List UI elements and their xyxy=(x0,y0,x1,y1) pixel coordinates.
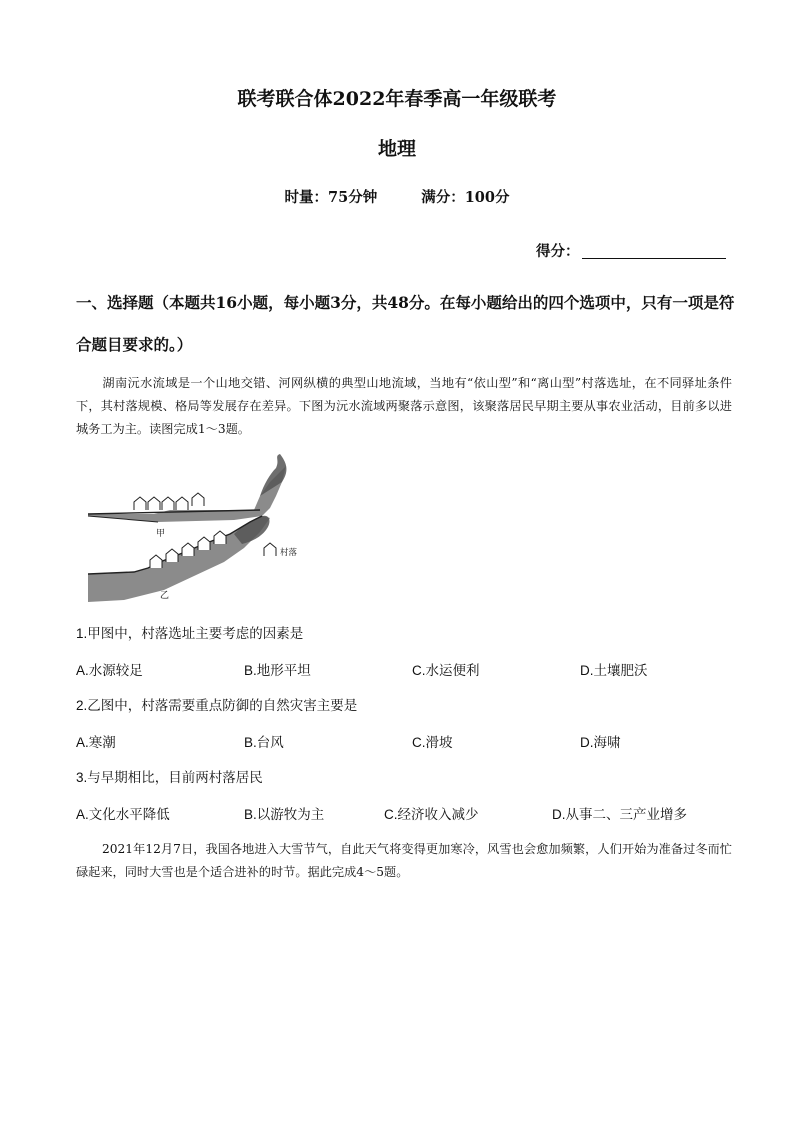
passage-1-text: 湖南沅水流域是一个山地交错、河网纵横的典型山地流域，当地有“依山型”和“离山型”村落选址，在不同驿址条件下，其村落规模、格局等发展存在差异。下图为沅水流域两聚落示意图，该聚落居民早期主要从事农业活动，目前多以进城务工为主。读图完成1～3题。 xyxy=(76,376,732,436)
q1-option-b[interactable]: B.地形平坦 xyxy=(244,663,311,678)
legend-label: 村落 xyxy=(280,548,298,558)
score-blank[interactable] xyxy=(582,258,726,259)
q2-option-d[interactable]: D.海啸 xyxy=(580,735,621,750)
terrain-a xyxy=(88,454,286,522)
exam-title: 联考联合体2022年春季高一年级联考 xyxy=(237,88,557,110)
q2-option-c[interactable]: C.滑坡 xyxy=(412,735,453,750)
question-3-stem: 3.与早期相比，目前两村落居民 xyxy=(76,770,263,785)
score-label: 得分： xyxy=(536,243,580,260)
question-1-stem: 1.甲图中，村落选址主要考虑的因素是 xyxy=(76,626,304,641)
q3-option-d[interactable]: D.从事二、三产业增多 xyxy=(552,807,687,822)
q2-option-a[interactable]: A.寒潮 xyxy=(76,735,116,750)
exam-meta xyxy=(0,186,794,207)
subject-title: 地理 xyxy=(377,138,416,160)
passage-2 xyxy=(76,838,732,884)
figure-label-a: 甲 xyxy=(156,529,166,539)
q1-option-d[interactable]: D.土壤肥沃 xyxy=(580,663,648,678)
terrain-b xyxy=(88,516,270,602)
settlement-figure xyxy=(84,452,324,606)
houses-a xyxy=(134,493,204,510)
passage-1 xyxy=(76,372,732,441)
section-heading: 一、选择题（本题共16小题，每小题3分，共48分。在每小题给出的四个选项中，只有一项是符合题目要求的。） xyxy=(76,293,735,354)
q3-option-c[interactable]: C.经济收入减少 xyxy=(384,807,479,822)
question-2-stem: 2.乙图中，村落需要重点防御的自然灾害主要是 xyxy=(76,698,358,713)
q3-option-a[interactable]: A.文化水平降低 xyxy=(76,807,170,822)
q3-option-b[interactable]: B.以游牧为主 xyxy=(244,807,325,822)
house-icon xyxy=(264,543,276,556)
full-score-label: 满分：100分 xyxy=(421,189,510,206)
q1-option-a[interactable]: A.水源较足 xyxy=(76,663,143,678)
q1-option-c[interactable]: C.水运便利 xyxy=(412,663,480,678)
passage-2-text: 2021年12月7日，我国各地进入大雪节气，自此天气将变得更加寒冷，风雪也会愈加频繁，人们开始为准备过冬而忙碌起来，同时大雪也是个适合进补的时节。据此完成4～5题。 xyxy=(76,842,732,879)
q2-option-b[interactable]: B.台风 xyxy=(244,735,284,750)
time-label: 时量：75分钟 xyxy=(284,189,378,206)
figure-label-b: 乙 xyxy=(160,591,170,601)
